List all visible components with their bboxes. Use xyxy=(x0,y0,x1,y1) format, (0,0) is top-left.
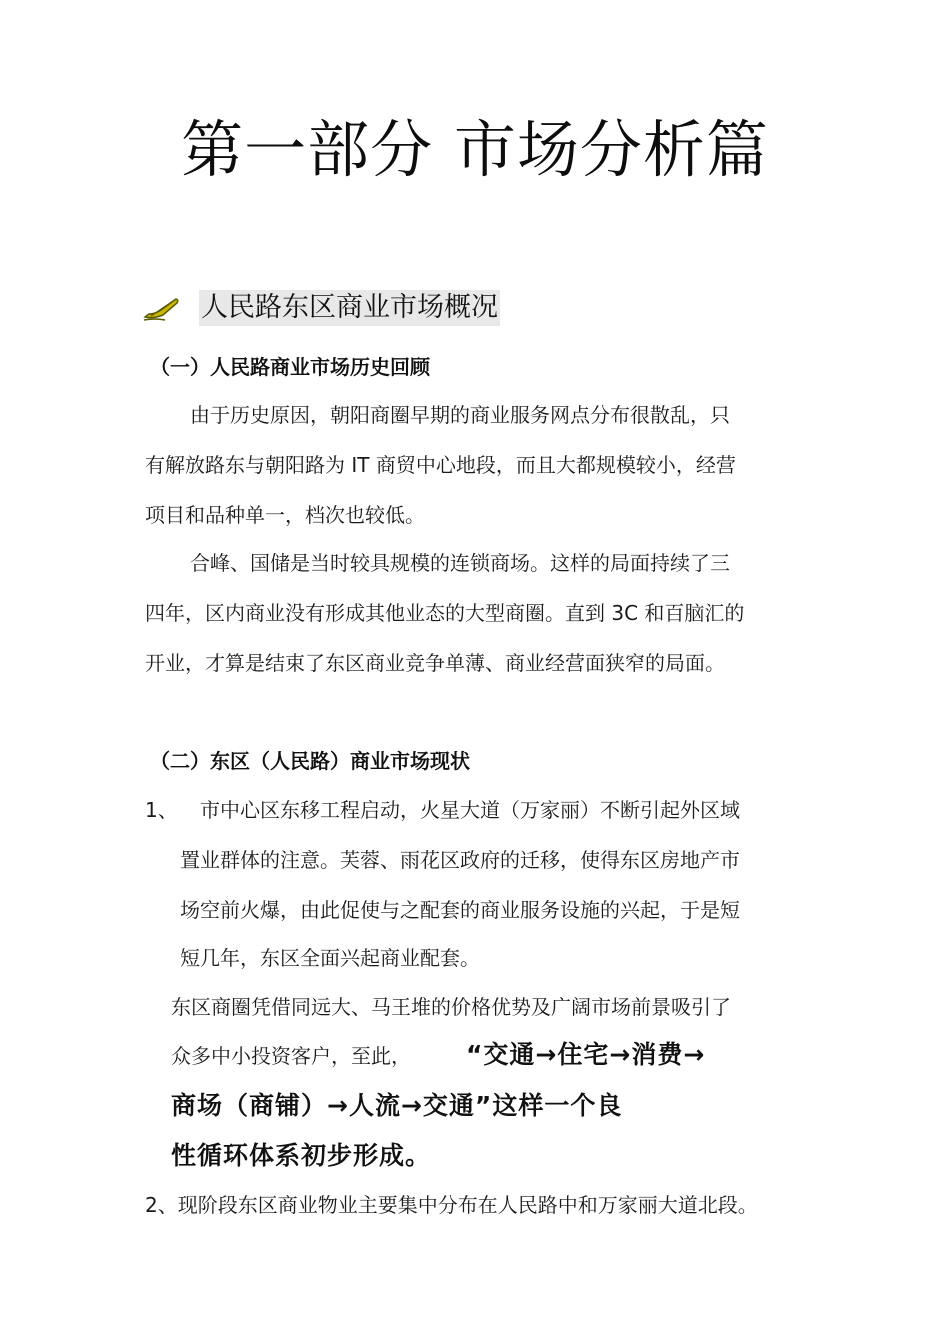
paragraph-line: 有解放路东与朝阳路为 IT 商贸中心地段，而且大都规模较小，经营 xyxy=(145,453,736,477)
emphasis-text: 性循环体系初步形成。 xyxy=(171,1141,432,1170)
paragraph-line: 众多中小投资客户，至此， xyxy=(171,1044,411,1068)
list-item-line: 置业群体的注意。芙蓉、雨花区政府的迁移，使得东区房地产市 xyxy=(180,848,740,872)
subsection-heading-1: （一）人民路商业市场历史回顾 xyxy=(150,355,430,379)
section-header xyxy=(143,286,500,330)
pen-writing-icon xyxy=(143,293,183,323)
emphasis-text: “交通→住宅→消费→ xyxy=(466,1040,706,1069)
list-item-line: 短几年，东区全面兴起商业配套。 xyxy=(180,946,480,970)
paragraph-line: 合峰、国储是当时较具规模的连锁商场。这样的局面持续了三 xyxy=(190,551,730,575)
page-title: 第一部分 市场分析篇 xyxy=(181,113,769,186)
emphasis-text: 商场（商铺）→人流→交通”这样一个良 xyxy=(171,1091,623,1120)
subsection-heading-2: （二）东区（人民路）商业市场现状 xyxy=(150,749,470,773)
list-item-number: 1、 xyxy=(145,798,178,822)
paragraph-line: 项目和品种单一，档次也较低。 xyxy=(145,503,425,527)
list-item-line: 市中心区东移工程启动，火星大道（万家丽）不断引起外区域 xyxy=(200,798,740,822)
paragraph-line: 四年，区内商业没有形成其他业态的大型商圈。直到 3C 和百脑汇的 xyxy=(145,601,745,625)
list-item: 2、现阶段东区商业物业主要集中分布在人民路中和万家丽大道北段。 xyxy=(145,1193,758,1217)
section-title: 人民路东区商业市场概况 xyxy=(199,290,500,326)
paragraph-line: 开业，才算是结束了东区商业竞争单薄、商业经营面狭窄的局面。 xyxy=(145,651,725,675)
paragraph-line: 由于历史原因，朝阳商圈早期的商业服务网点分布很散乱，只 xyxy=(190,403,730,427)
paragraph-line: 东区商圈凭借同远大、马王堆的价格优势及广阔市场前景吸引了 xyxy=(171,995,731,1019)
list-item-line: 场空前火爆，由此促使与之配套的商业服务设施的兴起，于是短 xyxy=(180,898,740,922)
